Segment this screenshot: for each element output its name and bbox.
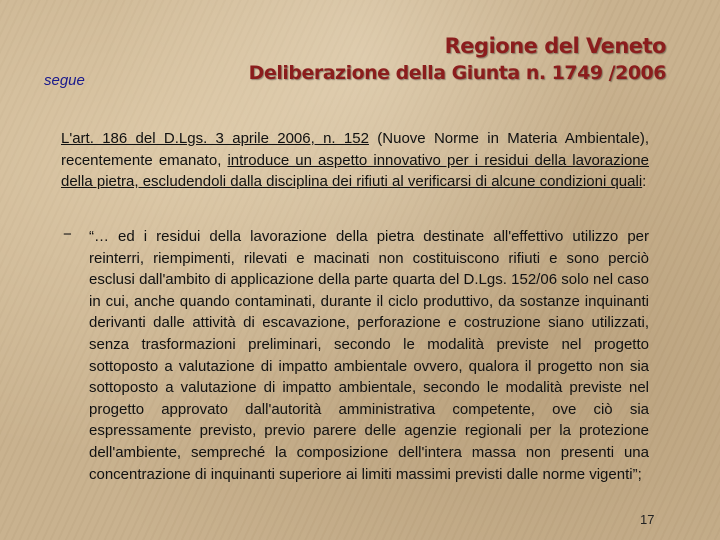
slide-subtitle: Deliberazione della Giunta n. 1749 /2006 <box>248 62 666 84</box>
quoted-bullet-text: “… ed i residui della lavorazione della pietra destinate all'effettivo utilizzo per reinterri, riempimenti, rilevati e macinati non costituiscono rifiuti e sono perciò esclusi dall'ambito di applicazione della parte quarta del D.Lgs. 152/06 solo nel caso in cui, anche quando contaminati, durante il ciclo produttivo, da sostanze inquinanti derivanti dalle attività di escavazione, perforazione e costruzione siano utilizzati, senza trasformazioni preliminari, secondo le modalità previste nel progetto sottoposto a valutazione di impatto ambientale ovvero, qualora il progetto non sia sottoposto a valutazione di impatto ambientale, secondo le modalità previste nel progetto approvato dall'autorità amministrativa competente, ove ciò sia espressamente previsto, previo parere delle agenzie regionali per la protezione dell'ambiente, sempreché la composizione dell'intera massa non presenti una concentrazione di inquinanti superiore ai limiti massimi previsti dalle norme vigenti”; <box>89 228 649 483</box>
law-description: (Nuove Norme in Materia Ambientale), recentemente emanato, <box>61 130 649 169</box>
slide-title: Regione del Veneto <box>444 34 666 58</box>
segue-label: segue <box>44 72 85 89</box>
intro-colon: : <box>642 173 647 190</box>
intro-paragraph <box>61 128 649 193</box>
bullet-marker: − <box>63 226 72 243</box>
page-number: 17 <box>640 512 655 527</box>
highlighted-statement: introduce un aspetto innovativo per i residui della lavorazione della pietra, escludendoli dalla disciplina dei rifiuti al verificarsi di alcune condizioni quali <box>61 151 649 190</box>
law-reference: L'art. 186 del D.Lgs. 3 aprile 2006, n. 152 <box>61 130 369 147</box>
